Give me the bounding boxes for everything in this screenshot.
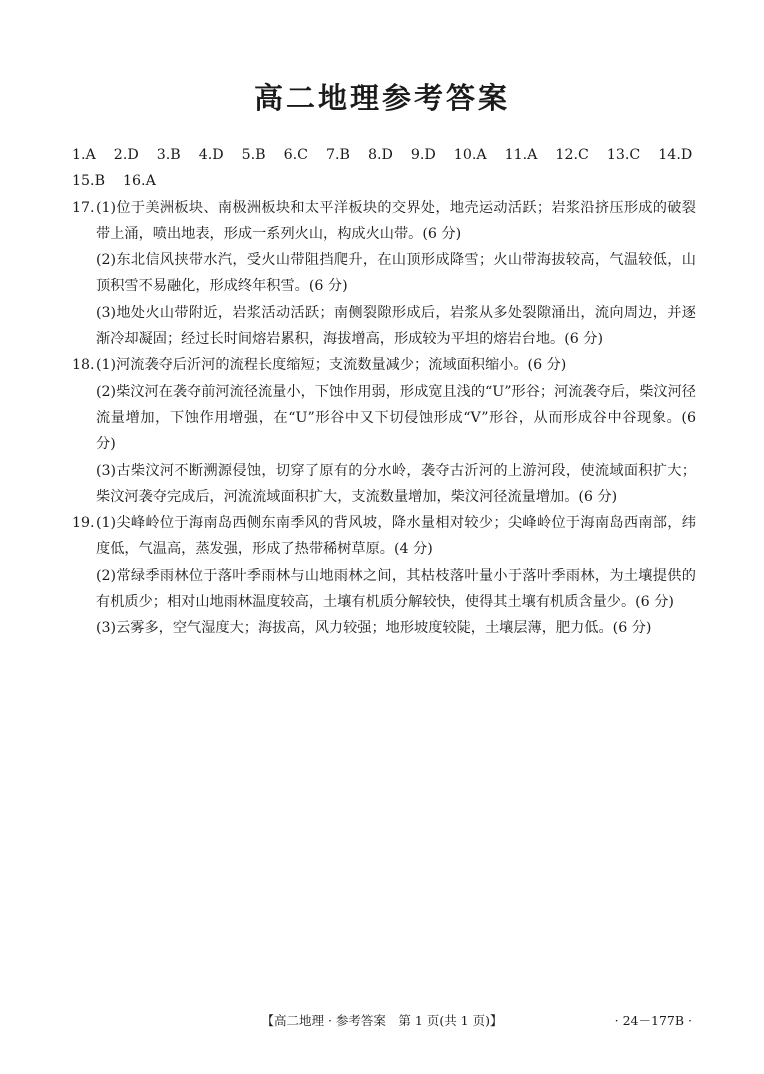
mc-answer: 5.B <box>241 147 266 163</box>
answer-part: (2)东北信风挟带水汽，受火山带阻挡爬升，在山顶形成降雪；火山带海拔较高，气温较低，山顶积雪不易融化，形成终年积雪。(6 分) <box>96 252 696 295</box>
answer-part: (3)云雾多，空气湿度大；海拔高，风力较强；地形坡度较陡，土壤层薄，肥力低。(6 分) <box>96 620 652 637</box>
answer-part: (2)柴汶河在袭夺前河流径流量小，下蚀作用弱，形成宽且浅的“U”形谷；河流袭夺后，柴汶河径流量增加，下蚀作用增强，在“U”形谷中又下切侵蚀形成“V”形谷，从而形成谷中谷现象。(6 分) <box>96 383 696 453</box>
question-number: 19. <box>72 515 95 532</box>
mc-answers-row-1 <box>72 142 696 168</box>
mc-answer: 12.C <box>555 147 589 163</box>
mc-answer: 15.B <box>72 173 105 190</box>
footer-page-label: 【高二地理 · 参考答案 第 1 页(共 1 页)】 <box>261 1013 503 1028</box>
mc-answer: 14.D <box>658 147 693 163</box>
footer-code: · 24－177B · <box>614 1013 692 1028</box>
mc-answer: 13.C <box>606 147 641 163</box>
answer-part: (3)地处火山带附近，岩浆活动活跃；南侧裂隙形成后，岩浆从多处裂隙涌出，流向周边，并逐渐冷却凝固；经过长时间熔岩累积，海拔增高，形成较为平坦的熔岩台地。(6 分) <box>96 304 696 348</box>
question-18 <box>72 352 696 510</box>
answer-part: (1)位于美洲板块、南极洲板块和太平洋板块的交界处，地壳运动活跃；岩浆沿挤压形成的破裂带上涌，喷出地表，形成一系列火山，构成火山带。(6 分) <box>96 199 696 242</box>
mc-answer: 9.D <box>410 147 436 163</box>
mc-answer: 4.D <box>198 147 224 163</box>
mc-answer: 8.D <box>367 147 393 163</box>
answer-part: (1)河流袭夺后沂河的流程长度缩短；支流数量减少；流域面积缩小。(6 分) <box>96 357 567 374</box>
question-19 <box>72 510 696 641</box>
page-title: 高二地理参考答案 <box>253 81 510 115</box>
mc-answers-row-2 <box>72 168 696 194</box>
question-number: 17. <box>72 199 95 216</box>
answer-part: (1)尖峰岭位于海南岛西侧东南季风的背风坡，降水量相对较少；尖峰岭位于海南岛西南部，纬度低，气温高，蒸发强，形成了热带稀树草原。(4 分) <box>96 515 696 558</box>
question-17 <box>72 195 696 353</box>
mc-answer: 3.B <box>156 147 181 163</box>
mc-answer: 6.C <box>283 147 308 163</box>
mc-answer: 11.A <box>504 147 538 163</box>
mc-answer: 7.B <box>325 147 350 163</box>
mc-answer: 2.D <box>113 147 139 163</box>
mc-answer: 1.A <box>72 147 96 163</box>
mc-answer: 16.A <box>123 173 156 190</box>
mc-answer: 10.A <box>453 147 487 163</box>
answer-part: (3)古柴汶河不断溯源侵蚀，切穿了原有的分水岭，袭夺古沂河的上游河段，使流域面积扩大；柴汶河袭夺完成后，河流流域面积扩大，支流数量增加，柴汶河径流量增加。(6 分) <box>96 462 696 505</box>
answer-content <box>72 142 696 642</box>
answer-part: (2)常绿季雨林位于落叶季雨林与山地雨林之间，其枯枝落叶量小于落叶季雨林，为土壤提供的有机质少；相对山地雨林温度较高，土壤有机质分解较快，使得其土壤有机质含量少。(6 分) <box>96 567 696 611</box>
question-number: 18. <box>72 357 95 374</box>
